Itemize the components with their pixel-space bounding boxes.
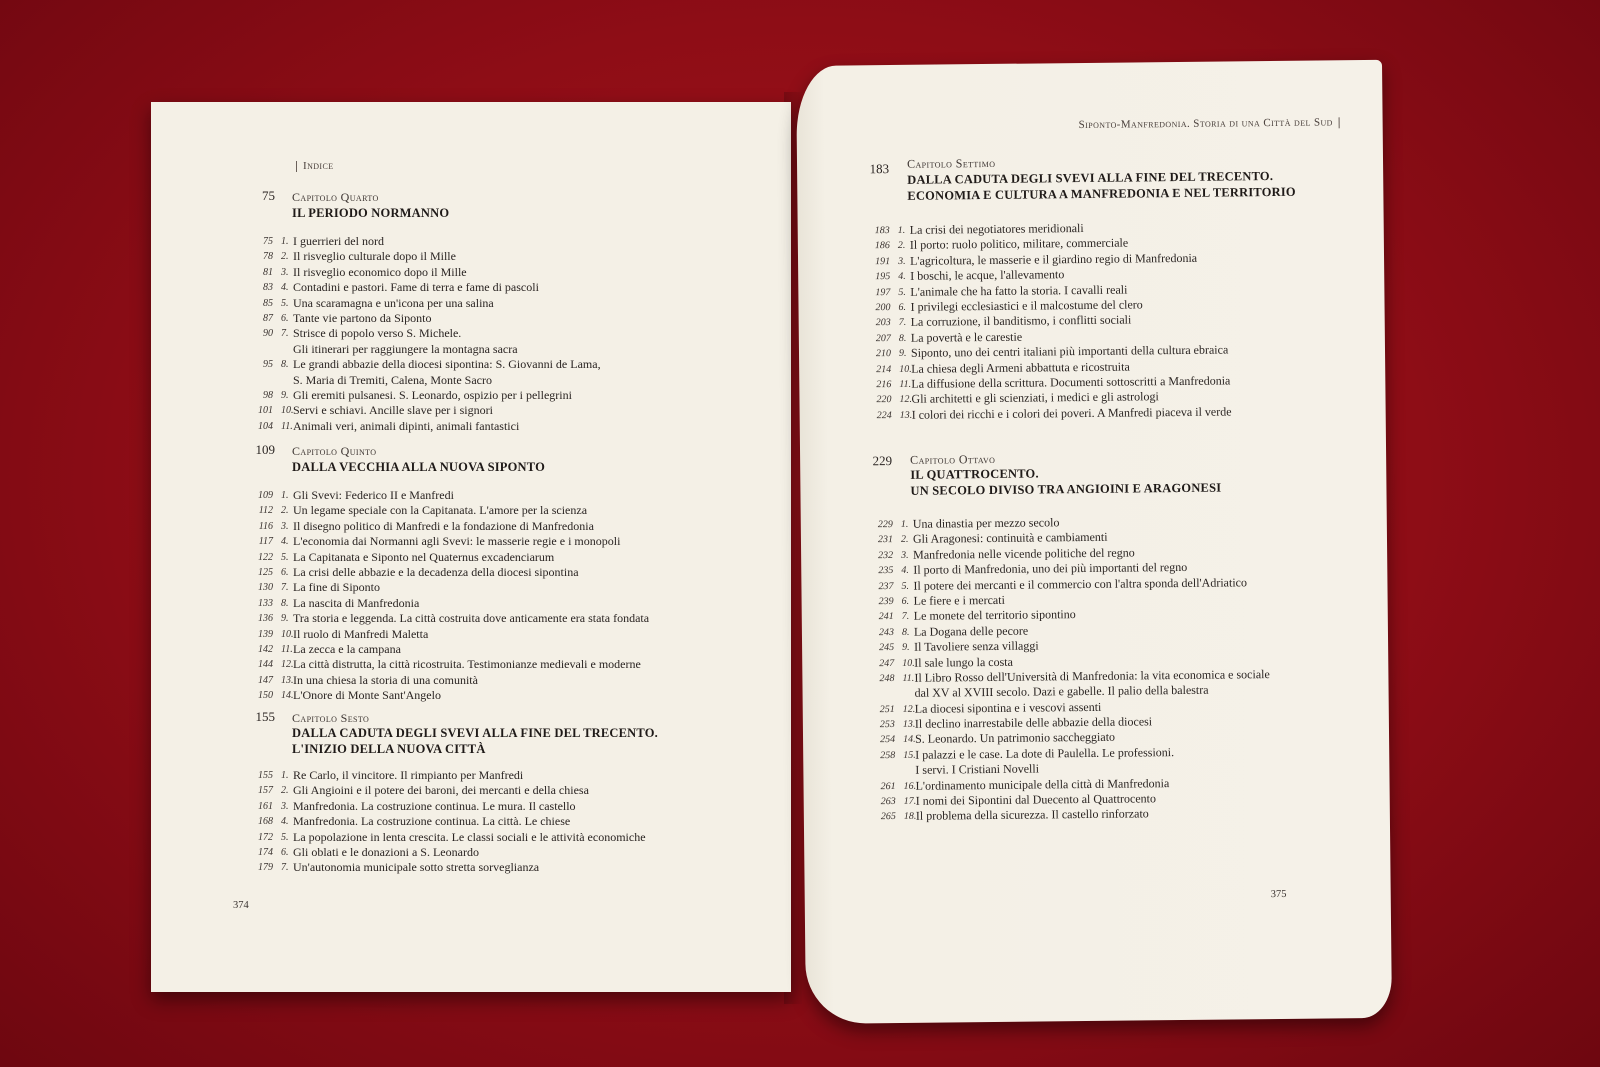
entry-page-number: 104 <box>258 420 273 432</box>
entry-number: 7. <box>898 317 907 329</box>
entry-page-number: 195 <box>875 271 891 283</box>
entry-page-number: 155 <box>258 770 273 781</box>
entry-page-number: 253 <box>879 719 895 731</box>
left-page <box>151 102 791 992</box>
entry-number: 9. <box>898 347 907 360</box>
entry-number: 3. <box>901 549 909 561</box>
entry-number: 9. <box>281 389 289 401</box>
entry-number: 6. <box>281 312 289 324</box>
entry-number: 8. <box>901 626 910 638</box>
entry-title: La diffusione della scrittura. Documenti sottoscritti a Manfredonia <box>911 373 1231 391</box>
entry-title: Animali veri, animali dipinti, animali fantastici <box>293 418 520 433</box>
entry-number: 6. <box>281 846 289 858</box>
entry-number: 3. <box>281 800 289 812</box>
entry-title: Il disegno politico di Manfredi e la fondazione di Manfredonia <box>293 518 594 533</box>
chapter-title-line: ECONOMIA E CULTURA A MANFREDONIA E NEL TERRITORIO <box>907 184 1296 203</box>
entry-number: 5. <box>281 551 289 563</box>
entry-page-number: 203 <box>875 317 891 329</box>
running-head-text: Siponto-Manfredonia. Storia di una Città del Sud <box>1078 116 1333 132</box>
entry-page-number: 116 <box>258 520 273 532</box>
entry-page-number: 161 <box>258 800 273 812</box>
entry-number: 10. <box>902 657 915 669</box>
entry-title: La crisi delle abbazie e la decadenza della diocesi sipontina <box>293 564 579 579</box>
entry-page-number: 174 <box>258 846 273 858</box>
entry-page-number: 254 <box>880 734 896 746</box>
page-number: 374 <box>233 900 249 911</box>
entry-title: La diocesi sipontina e i vescovi assenti <box>914 699 1102 716</box>
entry-number: 11. <box>281 643 293 655</box>
chapter-title-line: DALLA CADUTA DEGLI SVEVI ALLA FINE DEL TRECENTO. <box>292 726 658 740</box>
entry-title: L'ordinamento municipale della città di Manfredonia <box>915 775 1170 793</box>
entry-title: La Dogana delle pecore <box>913 623 1029 639</box>
entry-title: L'agricoltura, le masserie e il giardino regio di Manfredonia <box>909 250 1198 268</box>
entry-page-number: 109 <box>258 490 273 501</box>
entry-page-number: 263 <box>880 796 896 808</box>
entry-page-number: 241 <box>878 611 894 623</box>
entry-page-number: 224 <box>876 409 892 421</box>
entry-page-number: 133 <box>258 597 273 609</box>
entry-number: 4. <box>901 565 909 577</box>
entry-number: 5. <box>281 297 289 309</box>
entry-page-number: 112 <box>258 505 273 517</box>
entry-title: Contadini e pastori. Fame di terra e fame di pascoli <box>293 280 539 295</box>
entry-page-number: 90 <box>263 328 273 340</box>
entry-number: 9. <box>281 613 289 625</box>
chapter-page-number: 229 <box>872 453 893 469</box>
entry-title: L'animale che ha fatto la storia. I cavalli reali <box>910 282 1128 299</box>
entry-title: Una dinastia per mezzo secolo <box>912 515 1060 531</box>
entry-title: I nomi dei Sipontini dal Duecento al Quattrocento <box>915 791 1157 808</box>
chapter-label: Capitolo Quarto <box>292 190 379 204</box>
entry-title: La zecca e la campana <box>293 641 401 656</box>
entry-number: 7. <box>281 582 289 594</box>
entry-page-number: 265 <box>880 811 896 823</box>
entry-page-number: 216 <box>876 378 892 391</box>
entry-number: 12. <box>902 703 916 715</box>
entry-title: S. Leonardo. Un patrimonio saccheggiato <box>914 730 1116 747</box>
entry-number: 4. <box>281 816 289 828</box>
chapter-title <box>910 464 1221 499</box>
entry-title: Il sale lungo la costa <box>914 654 1013 670</box>
entry-title: Gli Angioini e il potere dei baroni, dei mercanti e della chiesa <box>293 783 589 798</box>
entry-number: 2. <box>281 785 289 797</box>
running-head-text: Indice <box>303 160 334 172</box>
entry-page-number: 98 <box>263 389 273 401</box>
entry-title: L'Onore di Monte Sant'Angelo <box>293 688 441 703</box>
chapter-page-number: 75 <box>262 188 275 203</box>
entry-number: 17. <box>903 795 917 807</box>
entry-page-number: 214 <box>876 363 892 375</box>
entry-title: Strisce di popolo verso S. Michele. <box>293 326 462 341</box>
left-running-head <box>290 160 334 172</box>
entry-page-number: 258 <box>880 749 896 762</box>
entry-title: Re Carlo, il vincitore. Il rimpianto per Manfredi <box>293 768 524 782</box>
entry-title: Il porto di Manfredonia, uno dei più importanti del regno <box>913 560 1188 577</box>
chapter-page-number: 183 <box>869 161 890 177</box>
entry-page-number: 139 <box>258 628 273 640</box>
entry-number: 16. <box>903 780 917 792</box>
entry-page-number: 75 <box>263 236 273 247</box>
entry-title: Il Tavoliere senza villaggi <box>914 638 1039 654</box>
chapter-page-number: 155 <box>255 709 275 724</box>
entry-page-number: 245 <box>879 642 895 654</box>
entry-page-number: 147 <box>258 674 273 686</box>
entry-number: 8. <box>898 332 907 344</box>
entry-page-number: 261 <box>880 780 896 792</box>
entry-title: Gli itinerari per raggiungere la montagna sacra <box>293 341 518 356</box>
entry-title: Un legame speciale con la Capitanata. L'amore per la scienza <box>293 503 588 518</box>
entry-number: 7. <box>281 862 289 874</box>
entry-title: Il potere dei mercanti e il commercio con l'altra sponda dell'Adriatico <box>913 574 1248 593</box>
chapter-title-line: IL QUATTROCENTO. <box>910 466 1039 482</box>
toc-entries <box>867 515 1270 825</box>
entry-number: 10. <box>899 363 912 375</box>
entry-page-number: 235 <box>878 565 894 577</box>
entry-number: 7. <box>281 328 289 340</box>
chapter-title <box>292 205 449 221</box>
entry-title: Gli Svevi: Federico II e Manfredi <box>293 488 454 502</box>
entry-title: Il ruolo di Manfredi Maletta <box>293 626 429 641</box>
entry-page-number: 232 <box>878 549 894 561</box>
entry-title: Gli architetti e gli scienziati, i medici e gli astrologi <box>911 389 1159 407</box>
entry-title: Gli eremiti pulsanesi. S. Leonardo, ospizio per i pellegrini <box>293 387 572 402</box>
chapter-title <box>292 725 658 757</box>
entry-number: 10. <box>281 628 294 640</box>
entry-title: Le monete del territorio sipontino <box>913 607 1076 624</box>
entry-number: 8. <box>281 597 289 609</box>
entry-number: 6. <box>281 566 289 578</box>
entry-title: dal XV al XVIII secolo. Dazi e gabelle. Il palio della balestra <box>914 683 1209 701</box>
entry-page-number: 78 <box>263 251 273 263</box>
entry-title: L'economia dai Normanni agli Svevi: le masserie regie e i monopoli <box>293 534 621 549</box>
chapter-title <box>292 459 545 475</box>
entry-title: Servi e schiavi. Ancille slave per i signori <box>293 403 493 418</box>
entry-title: La popolazione in lenta crescita. Le classi sociali e le attività economiche <box>293 829 646 844</box>
entry-page-number: 130 <box>258 582 273 594</box>
entry-number: 11. <box>899 378 912 390</box>
entry-page-number: 172 <box>258 831 273 843</box>
entry-title: I servi. I Cristiani Novelli <box>915 761 1040 778</box>
entry-page-number: 95 <box>263 359 273 371</box>
entry-page-number: 239 <box>878 595 894 608</box>
entry-title: S. Maria di Tremiti, Calena, Monte Sacro <box>293 372 492 387</box>
entry-number: 2. <box>281 251 289 263</box>
entry-title: Il risveglio economico dopo il Mille <box>293 264 467 279</box>
entry-title: Il risveglio culturale dopo il Mille <box>293 249 456 264</box>
entry-page-number: 229 <box>877 519 893 531</box>
entry-title: La nascita di Manfredonia <box>293 595 420 610</box>
entry-number: 1. <box>281 770 289 781</box>
chapter-title-line: L'INIZIO DELLA NUOVA CITTÀ <box>292 742 486 756</box>
entry-title: Tante vie partono da Siponto <box>293 310 432 325</box>
entry-number: 8. <box>281 359 289 371</box>
entry-number: 6. <box>898 301 907 313</box>
entry-number: 1. <box>900 518 909 530</box>
entry-number: 11. <box>902 672 915 684</box>
entry-title: I palazzi e le case. La dote di Paulella. Le professioni. <box>915 744 1175 762</box>
entry-number: 2. <box>897 240 906 252</box>
entry-number: 9. <box>902 641 910 654</box>
chapter-title-line: IL PERIODO NORMANNO <box>292 206 450 220</box>
entry-number: 5. <box>898 286 906 298</box>
chapter-title-line: DALLA CADUTA DEGLI SVEVI ALLA FINE DEL TRECENTO. <box>907 169 1274 187</box>
entry-number: 12. <box>899 394 913 406</box>
entry-number: 11. <box>281 420 293 432</box>
entry-title: Le grandi abbazie della diocesi sipontina: S. Giovanni de Lama, <box>293 357 601 372</box>
entry-number: 1. <box>897 224 906 236</box>
entry-page-number: 122 <box>258 551 273 563</box>
entry-number: 1. <box>281 490 289 501</box>
entry-title: Gli oblati e le donazioni a S. Leonardo <box>293 844 479 859</box>
entry-title: La corruzione, il banditismo, i conflitti sociali <box>910 312 1132 330</box>
entry-title: I privilegi ecclesiastici e il malcostume del clero <box>910 297 1143 314</box>
entry-page-number: 231 <box>877 534 894 546</box>
divider <box>296 161 297 172</box>
chapter-title <box>907 168 1296 204</box>
entry-page-number: 87 <box>263 312 273 324</box>
entry-number: 2. <box>281 505 289 517</box>
entry-title: La chiesa degli Armeni abbattuta e ricostruita <box>911 359 1130 376</box>
entry-page-number: 200 <box>875 301 891 314</box>
entry-title: La povertà e le carestie <box>910 329 1023 345</box>
entry-title: La fine di Siponto <box>293 580 380 595</box>
entry-page-number: 168 <box>258 816 273 828</box>
entry-page-number: 85 <box>263 297 273 309</box>
entry-number: 6. <box>901 595 910 607</box>
entry-page-number: 157 <box>258 785 273 797</box>
entry-number: 4. <box>281 282 289 294</box>
entry-number: 7. <box>901 611 910 623</box>
entry-title: I colori dei ricchi e i colori dei poveri. A Manfredi piaceva il verde <box>911 404 1232 422</box>
chapter-title-line: DALLA VECCHIA ALLA NUOVA SIPONTO <box>292 460 546 474</box>
entry-title: I boschi, le acque, l'allevamento <box>910 267 1065 283</box>
entry-page-number: 117 <box>258 536 273 548</box>
entry-number: 10. <box>281 405 294 417</box>
entry-page-number: 183 <box>874 225 890 237</box>
entry-page-number: 142 <box>258 643 273 655</box>
entry-number: 13. <box>281 674 294 686</box>
divider <box>1339 117 1340 128</box>
chapter-label: Capitolo Settimo <box>906 155 996 171</box>
entry-title: La Capitanata e Siponto nel Quaternus excadenciarum <box>293 549 555 564</box>
right-running-head <box>1079 116 1346 131</box>
entry-title: La città distrutta, la città ricostruita. Testimonianze medievali e moderne <box>293 657 641 672</box>
entry-title: Manfredonia. La costruzione continua. Le mura. Il castello <box>293 798 576 813</box>
entry-number: 5. <box>281 831 289 843</box>
entry-number: 4. <box>898 271 906 283</box>
entry-number: 13. <box>899 409 913 421</box>
entry-number: 14. <box>281 690 294 702</box>
right-page <box>796 60 1392 1024</box>
entry-title: Manfredonia nelle vicende politiche del regno <box>913 545 1135 562</box>
entry-title: I guerrieri del nord <box>293 234 384 248</box>
chapter-page-number: 109 <box>255 442 275 457</box>
entry-page-number: 251 <box>879 703 895 715</box>
entry-number: 2. <box>900 534 909 546</box>
entry-page-number: 83 <box>263 282 273 294</box>
entry-number: 18. <box>903 811 917 823</box>
entry-number: 4. <box>281 536 289 548</box>
entry-number: 1. <box>281 236 289 247</box>
entry-page-number: 101 <box>258 405 273 417</box>
entry-number: 15. <box>903 749 916 761</box>
entry-page-number: 207 <box>875 332 891 344</box>
toc-entries <box>864 220 1232 423</box>
entry-number: 12. <box>281 659 294 671</box>
entry-title: Il declino inarrestabile delle abbazie della diocesi <box>914 714 1153 731</box>
entry-title: Il problema della sicurezza. Il castello rinforzato <box>915 806 1149 824</box>
chapter-title-line: UN SECOLO DIVISO TRA ANGIOINI E ARAGONESI <box>910 480 1222 498</box>
entry-title: Siponto, uno dei centri italiani più importanti della cultura ebraica <box>910 342 1229 360</box>
entry-number: 3. <box>281 520 289 532</box>
entry-number: 5. <box>901 580 910 592</box>
chapter-label: Capitolo Quinto <box>292 444 377 458</box>
entry-page-number: 81 <box>263 266 273 278</box>
entry-title: Le fiere e i mercati <box>913 592 1005 608</box>
entry-title: Gli Aragonesi: continuità e cambiamenti <box>912 530 1108 547</box>
entry-title: Una scaramagna e un'icona per una salina <box>293 295 494 310</box>
entry-title: In una chiesa la storia di una comunità <box>293 672 478 687</box>
entry-number: 3. <box>281 266 289 278</box>
chapter-label: Capitolo Ottavo <box>910 451 996 467</box>
entry-page-number: 220 <box>876 394 892 406</box>
entry-number: 14. <box>903 734 916 746</box>
entry-title: Un'autonomia municipale sotto stretta sorveglianza <box>293 860 540 875</box>
entry-page-number: 186 <box>874 240 890 252</box>
entry-page-number: 191 <box>874 255 891 267</box>
entry-page-number: 197 <box>875 286 891 298</box>
entry-page-number: 150 <box>258 690 273 702</box>
entry-title: La crisi dei negotiatores meridionali <box>909 220 1084 237</box>
entry-number: 3. <box>897 255 906 267</box>
entry-title: Il porto: ruolo politico, militare, commerciale <box>909 235 1129 253</box>
entry-page-number: 248 <box>879 672 895 685</box>
entry-number: 13. <box>902 718 916 730</box>
entry-title: Manfredonia. La costruzione continua. La città. Le chiese <box>293 814 571 829</box>
page-number: 375 <box>1270 888 1287 901</box>
entry-page-number: 136 <box>258 613 273 625</box>
chapter-label: Capitolo Sesto <box>292 711 370 725</box>
entry-page-number: 179 <box>258 862 273 874</box>
entry-page-number: 247 <box>879 657 895 669</box>
entry-page-number: 237 <box>878 580 894 592</box>
entry-page-number: 125 <box>258 566 273 578</box>
entry-page-number: 144 <box>258 659 273 671</box>
entry-title: Il Libro Rosso dell'Università di Manfredonia: la vita economica e sociale <box>914 666 1270 685</box>
entry-page-number: 210 <box>875 348 892 360</box>
entry-page-number: 243 <box>878 626 894 638</box>
entry-title: Tra storia e leggenda. La città costruita dove anticamente era stata fondata <box>293 611 650 626</box>
